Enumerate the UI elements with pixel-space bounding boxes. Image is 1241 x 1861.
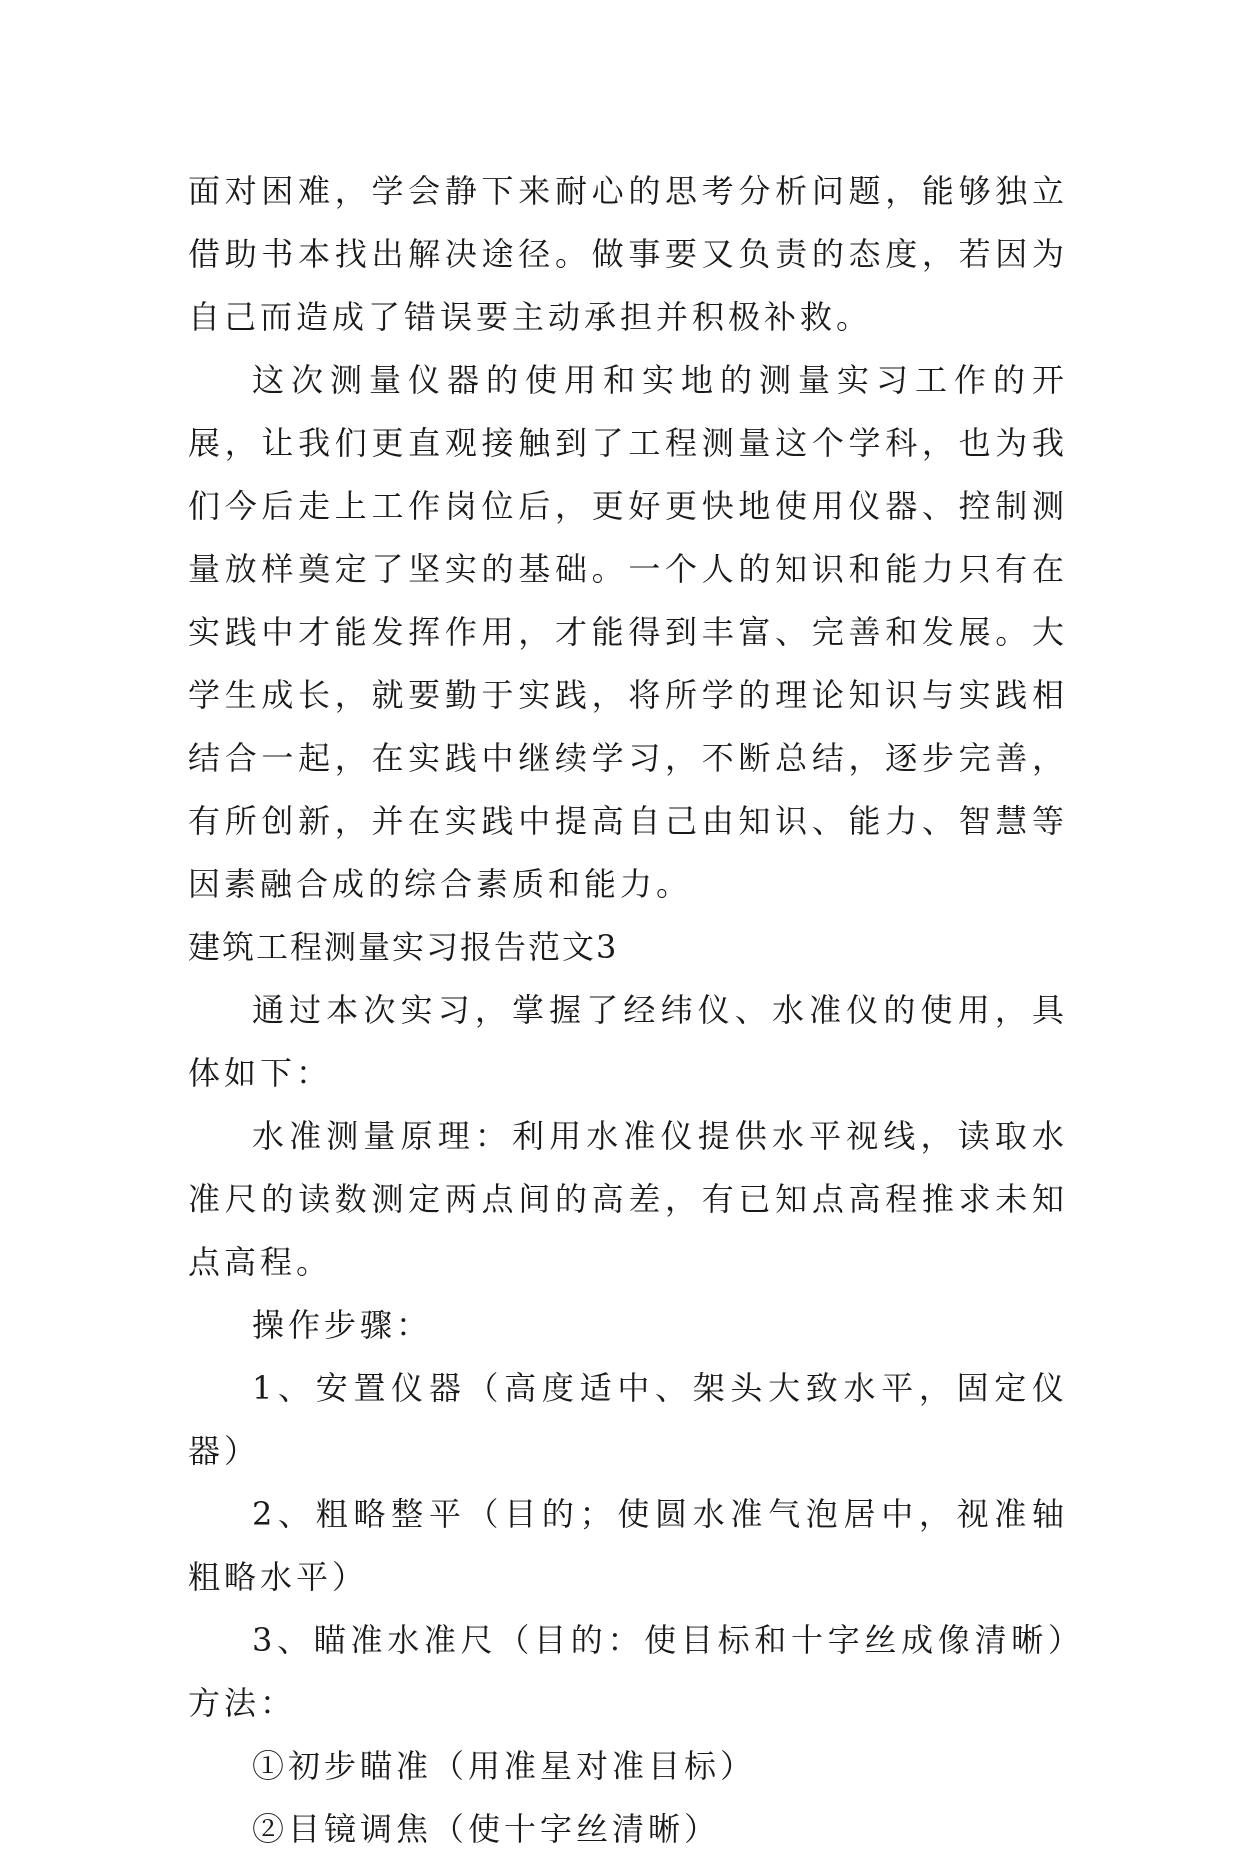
paragraph-3: 通过本次实习，掌握了经纬仪、水准仪的使用，具体如下： [188, 991, 1068, 1092]
sub-step-1: ①初步瞄准（用准星对准目标） [252, 1747, 757, 1785]
step-2: 2、粗略整平（目的；使圆水准气泡居中，视准轴粗略水平） [188, 1495, 1068, 1596]
section-heading: 建筑工程测量实习报告范文3 [188, 928, 619, 966]
step-1: 1、安置仪器（高度适中、架头大致水平，固定仪器） [188, 1369, 1068, 1470]
sub-step-2: ②目镜调焦（使十字丝清晰） [252, 1810, 721, 1848]
paragraph-1: 面对困难，学会静下来耐心的思考分析问题，能够独立借助书本找出解决途径。做事要又负责的态度，若因为自己而造成了错误要主动承担并积极补救。 [188, 172, 1068, 336]
paragraph-2: 这次测量仪器的使用和实地的测量实习工作的开展，让我们更直观接触到了工程测量这个学科，也为我们今后走上工作岗位后，更好更快地使用仪器、控制测量放样奠定了坚实的基础。一个人的知识和能力只有在实践中才能发挥作用，才能得到丰富、完善和发展。大学生成长，就要勤于实践，将所学的理论知识与实践相结合一起，在实践中继续学习，不断总结，逐步完善，有所创新，并在实践中提高自己由知识、能力、智慧等因素融合成的综合素质和能力。 [188, 361, 1068, 903]
paragraph-4: 水准测量原理：利用水准仪提供水平视线，读取水准尺的读数测定两点间的高差，有已知点高程推求未知点高程。 [188, 1117, 1068, 1281]
document-body [188, 160, 1068, 1861]
step-3: 3、瞄准水准尺（目的：使目标和十字丝成像清晰）方法： [188, 1621, 1068, 1722]
paragraph-5: 操作步骤： [252, 1306, 433, 1344]
